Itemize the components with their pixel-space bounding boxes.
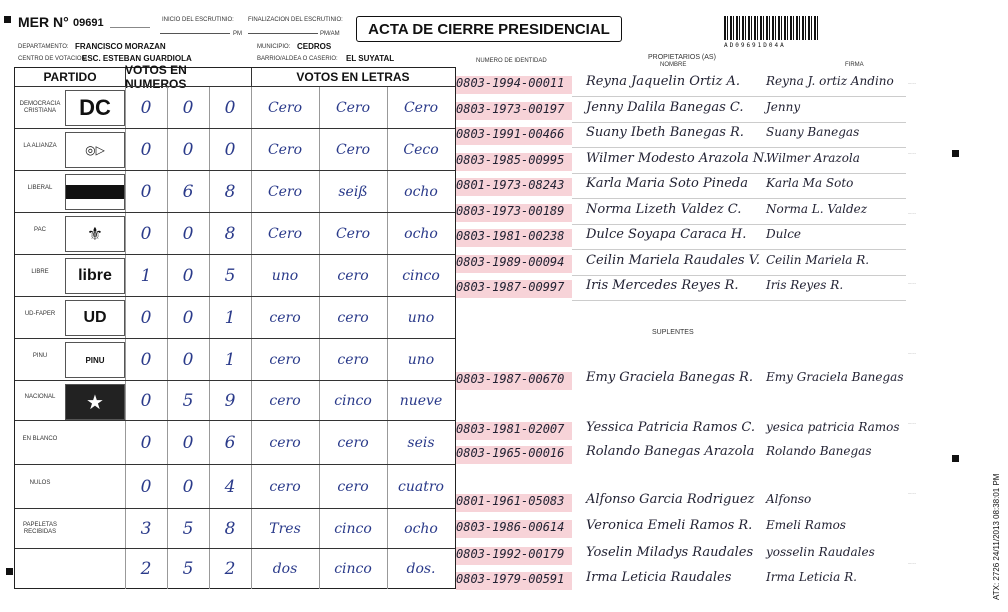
vote-digit: 0 <box>140 391 152 411</box>
vote-row <box>15 338 455 381</box>
signer-dni: 0803-1973-00189 <box>456 203 565 218</box>
vote-digit: 0 <box>182 308 194 328</box>
side-tag: ....... <box>908 560 916 565</box>
signer-dni: 0801-1973-08243 <box>456 178 565 192</box>
vote-word: ocho <box>404 184 438 200</box>
vote-digit: 0 <box>140 224 152 244</box>
suplente-dni: 0803-1979-00591 <box>456 572 565 586</box>
row-divider <box>572 300 906 301</box>
vote-row <box>15 296 455 339</box>
vote-word: Cero <box>267 142 303 158</box>
row-divider <box>572 122 906 123</box>
departamento-label: DEPARTAMENTO: <box>18 44 69 50</box>
vote-digit: 0 <box>140 433 152 453</box>
row-divider <box>572 147 906 148</box>
signer-name: Jenny Dalila Banegas C. <box>586 99 744 115</box>
barrio-label: BARRIO/ALDEA O CASERIO: <box>257 56 338 62</box>
vote-word: dos <box>272 561 298 577</box>
vote-word: seis <box>407 435 435 451</box>
vote-word: cero <box>337 435 369 451</box>
signer-row <box>456 151 906 175</box>
vote-digit: 0 <box>182 140 194 160</box>
vote-word: dos. <box>406 561 436 577</box>
signer-row <box>456 227 906 251</box>
party-logo-text: PINU <box>85 355 105 365</box>
finalizacion-label: FINALIZACION DEL ESCRUTINIO: <box>248 17 343 23</box>
inicio-label: INICIO DEL ESCRUTINIO: <box>162 17 234 23</box>
signer-row <box>456 74 906 98</box>
header-votos-numeros: VOTOS EN NUMEROS <box>125 68 252 86</box>
signer-dni: 0803-1987-00997 <box>456 280 565 294</box>
finalizacion-line <box>248 33 318 34</box>
suplente-dni: 0803-1965-00016 <box>456 446 565 460</box>
col-nombre-header: NOMBRE <box>660 62 687 68</box>
signer-signature: Karla Ma Soto <box>766 176 854 190</box>
signer-name: Dulce Soyapa Caraca H. <box>586 227 747 242</box>
party-label: NULOS <box>29 480 51 486</box>
suplente-row <box>456 570 906 594</box>
vote-digit: 8 <box>224 182 236 202</box>
vote-word: Ceco <box>403 142 439 158</box>
suplente-name: Alfonso Garcia Rodriguez <box>586 492 755 507</box>
row-divider <box>572 275 906 276</box>
signer-signature: Wilmer Arazola <box>766 150 860 165</box>
vote-word: ocho <box>404 226 438 242</box>
vote-digit: 2 <box>140 559 152 579</box>
vote-word: cinco <box>334 561 372 577</box>
centro-label: CENTRO DE VOTACION: <box>18 56 88 62</box>
signer-name: Ceilin Mariela Raudales V. <box>586 252 760 268</box>
signer-dni: 0803-1985-00995 <box>456 152 565 167</box>
suplente-signature: Emy Graciela Banegas <box>766 370 904 384</box>
suplente-signature: yosselin Raudales <box>766 545 875 559</box>
vote-row <box>15 380 455 421</box>
vote-digit: 2 <box>224 559 236 579</box>
vote-digit: 0 <box>224 98 236 118</box>
party-label: PAPELETAS RECIBIDAS <box>22 522 58 535</box>
suplentes-header: SUPLENTES <box>652 329 694 336</box>
registration-mark <box>952 455 959 462</box>
vote-digit: 0 <box>182 477 194 497</box>
col-firma-header: FIRMA <box>845 62 864 68</box>
signer-signature: Suany Banegas <box>766 125 860 139</box>
party-logo-icon <box>65 90 125 126</box>
vote-word: cuatro <box>398 479 444 495</box>
suplente-name: Yessica Patricia Ramos C. <box>586 420 756 435</box>
vote-digit: 6 <box>224 433 236 453</box>
vote-word: cero <box>269 479 301 495</box>
vote-row <box>15 254 455 297</box>
party-logo-icon <box>65 384 125 420</box>
registration-mark <box>4 16 11 23</box>
suplente-signature: Irma Leticia R. <box>766 570 857 584</box>
vote-word: uno <box>407 352 435 368</box>
mer-number: 09691 <box>73 17 104 29</box>
vote-word: cero <box>337 310 369 326</box>
vote-word: cero <box>269 352 301 368</box>
party-label: NACIONAL <box>24 394 56 400</box>
party-logo-text: libre <box>78 267 112 284</box>
departamento-value: FRANCISCO MORAZAN <box>75 42 166 51</box>
inicio-line <box>160 33 230 34</box>
party-logo-icon <box>65 342 125 378</box>
vote-word: ocho <box>404 521 438 537</box>
vote-word: cero <box>337 352 369 368</box>
row-divider <box>572 173 906 174</box>
signer-row <box>456 278 906 302</box>
signer-name: Suany Ibeth Banegas R. <box>586 125 744 140</box>
header-votos-letras: VOTOS EN LETRAS <box>296 70 410 84</box>
alianza-icon: ◎▷ <box>85 143 105 157</box>
vote-row <box>15 464 455 509</box>
row-divider <box>572 96 906 97</box>
vote-word: Cero <box>267 226 303 242</box>
suplente-dni: 0803-1992-00179 <box>456 547 565 561</box>
vote-digit: 3 <box>140 519 152 539</box>
pm-2: PM/AM <box>320 31 340 37</box>
signer-signature: Ceilin Mariela R. <box>766 252 870 267</box>
barcode <box>724 16 818 40</box>
row-divider <box>572 198 906 199</box>
signer-row <box>456 253 906 277</box>
suplente-name: Veronica Emeli Ramos R. <box>586 518 753 533</box>
signer-signature: Norma L. Valdez <box>766 201 868 216</box>
pm-1: PM <box>233 31 242 37</box>
signer-name: Reyna Jaquelin Ortiz A. <box>586 74 741 89</box>
party-logo-icon <box>65 424 123 458</box>
signer-name: Iris Mercedes Reyes R. <box>586 278 739 293</box>
party-logo-icon <box>65 300 125 336</box>
vote-row <box>15 548 455 589</box>
municipio-label: MUNICIPIO: <box>257 44 291 50</box>
vote-word: Cero <box>403 100 439 116</box>
page-title: ACTA DE CIERRE PRESIDENCIAL <box>356 16 622 42</box>
row-divider <box>572 249 906 250</box>
vote-word: Cero <box>335 100 371 116</box>
vote-digit: 0 <box>182 98 194 118</box>
header-partido: PARTIDO <box>15 68 126 86</box>
vote-word: cero <box>269 393 301 409</box>
suplente-dni: 0801-1961-05083 <box>456 494 565 508</box>
party-label: PAC <box>34 227 46 233</box>
party-label: LA ALIANZA <box>23 143 57 149</box>
vote-digit: 1 <box>140 266 152 286</box>
signer-name: Norma Lizeth Valdez C. <box>586 201 742 217</box>
signer-signature: Dulce <box>766 227 802 241</box>
signer-row <box>456 125 906 149</box>
party-label: EN BLANCO <box>22 436 58 442</box>
timestamp: ATX: 2726 24/11/2013 08:38:01 PM <box>992 473 1001 600</box>
signer-dni: 0803-1989-00094 <box>456 254 565 269</box>
vote-digit: 4 <box>224 477 236 497</box>
vote-digit: 8 <box>224 519 236 539</box>
vote-digit: 5 <box>182 519 194 539</box>
party-logo-icon <box>65 132 125 168</box>
party-logo-icon <box>65 512 123 546</box>
barrio-value: EL SUYATAL <box>346 54 395 63</box>
vote-digit: 1 <box>224 308 236 328</box>
vote-digit: 5 <box>182 391 194 411</box>
vote-digit: 0 <box>182 433 194 453</box>
signer-dni: 0803-1973-00197 <box>456 101 565 116</box>
mer-stamp-icon <box>110 17 150 28</box>
vote-digit: 0 <box>224 140 236 160</box>
vote-word: Cero <box>335 226 371 242</box>
vote-digit: 8 <box>224 224 236 244</box>
suplente-row <box>456 420 906 444</box>
side-tag: ....... <box>908 420 916 425</box>
suplente-name: Yoselin Miladys Raudales <box>586 545 754 560</box>
side-tag: ....... <box>908 210 916 215</box>
suplente-dni: 0803-1981-02007 <box>456 422 565 436</box>
vote-row <box>15 508 455 549</box>
vote-digit: 0 <box>140 140 152 160</box>
vote-digit: 5 <box>224 266 236 286</box>
vote-digit: 0 <box>182 266 194 286</box>
registration-mark <box>6 568 13 575</box>
suplente-name: Irma Leticia Raudales <box>586 570 732 585</box>
signer-signature: Reyna J. ortiz Andino <box>766 74 894 88</box>
suplente-row <box>456 518 906 542</box>
col-propietarios-header: PROPIETARIOS (AS) <box>648 54 716 61</box>
vote-word: Tres <box>269 521 301 537</box>
vote-word: cero <box>337 479 369 495</box>
suplente-signature: Alfonso <box>766 492 812 506</box>
vote-digit: 0 <box>140 350 152 370</box>
suplente-row <box>456 545 906 569</box>
suplente-signature: Emeli Ramos <box>766 518 846 532</box>
party-label: LIBRE <box>31 269 49 275</box>
signer-signature: Jenny <box>766 99 801 114</box>
party-label: UD-FAPER <box>24 311 56 317</box>
suplente-signature: Rolando Banegas <box>766 444 872 458</box>
side-tag: ....... <box>908 280 916 285</box>
signer-dni: 0803-1994-00011 <box>456 76 565 90</box>
party-label: LIBERAL <box>27 185 53 191</box>
vote-word: seiß <box>338 184 368 200</box>
vote-digit: 0 <box>140 308 152 328</box>
signer-row <box>456 176 906 200</box>
signer-row <box>456 100 906 124</box>
vote-word: nueve <box>399 393 443 409</box>
vote-digit: 0 <box>140 182 152 202</box>
vote-digit: 5 <box>182 559 194 579</box>
suplente-signature: yesica patricia Ramos <box>766 420 900 434</box>
signer-name: Wilmer Modesto Arazola N. <box>586 150 768 166</box>
mer-label: MER N° <box>18 14 69 30</box>
row-divider <box>572 224 906 225</box>
side-tag: ....... <box>908 350 916 355</box>
vote-word: Cero <box>267 184 303 200</box>
vote-digit: 1 <box>224 350 236 370</box>
vote-digit: 6 <box>182 182 194 202</box>
side-tag: ....... <box>908 150 916 155</box>
vote-digit: 0 <box>140 98 152 118</box>
votes-table <box>14 63 456 589</box>
suplente-dni: 0803-1987-00670 <box>456 372 565 386</box>
side-tag: ....... <box>908 80 916 85</box>
suplente-dni: 0803-1986-00614 <box>456 520 565 534</box>
centro-value: ESC. ESTEBAN GUARDIOLA <box>82 54 192 63</box>
suplente-name: Emy Graciela Banegas R. <box>586 370 753 385</box>
party-logo-icon <box>65 468 123 502</box>
vote-digit: 0 <box>140 477 152 497</box>
suplente-row <box>456 370 906 394</box>
signer-dni: 0803-1981-00238 <box>456 229 565 243</box>
party-logo-text: UD <box>83 309 107 326</box>
vote-word: cinco <box>334 393 372 409</box>
party-logo-icon <box>65 258 125 294</box>
barcode-text: AD09691D04A <box>724 42 786 49</box>
vote-word: Cero <box>335 142 371 158</box>
vote-digit: 9 <box>224 391 236 411</box>
vote-word: cero <box>269 435 301 451</box>
vote-row <box>15 170 455 213</box>
fleur-icon: ⚜ <box>86 223 104 244</box>
party-logo-icon <box>65 216 125 252</box>
suplente-name: Rolando Banegas Arazola <box>586 444 755 459</box>
vote-word: Cero <box>267 100 303 116</box>
party-logo-icon <box>65 552 123 586</box>
party-logo-text: DC <box>79 95 111 120</box>
vote-word: uno <box>271 268 299 284</box>
vote-word: cinco <box>402 268 440 284</box>
vote-row <box>15 128 455 171</box>
signer-dni: 0803-1991-00466 <box>456 127 565 141</box>
party-label: DEMOCRACIA CRISTIANA <box>19 101 61 114</box>
vote-digit: 0 <box>182 350 194 370</box>
municipio-value: CEDROS <box>297 42 332 51</box>
vote-word: cero <box>269 310 301 326</box>
vote-row <box>15 86 455 129</box>
signer-signature: Iris Reyes R. <box>766 278 844 292</box>
vote-digit: 0 <box>182 224 194 244</box>
vote-word: cinco <box>334 521 372 537</box>
vote-row <box>15 420 455 465</box>
party-label: PINU <box>32 353 48 359</box>
vote-word: uno <box>407 310 435 326</box>
side-tag: ....... <box>908 490 916 495</box>
vote-row <box>15 212 455 255</box>
registration-mark <box>952 150 959 157</box>
suplente-row <box>456 444 906 468</box>
star-icon: ★ <box>86 391 104 414</box>
col-dni-header: NUMERO DE IDENTIDAD <box>476 58 547 64</box>
signer-row <box>456 202 906 226</box>
suplente-row <box>456 492 906 516</box>
party-logo-icon <box>65 174 125 210</box>
vote-word: cero <box>337 268 369 284</box>
signer-name: Karla Maria Soto Pineda <box>586 176 748 191</box>
